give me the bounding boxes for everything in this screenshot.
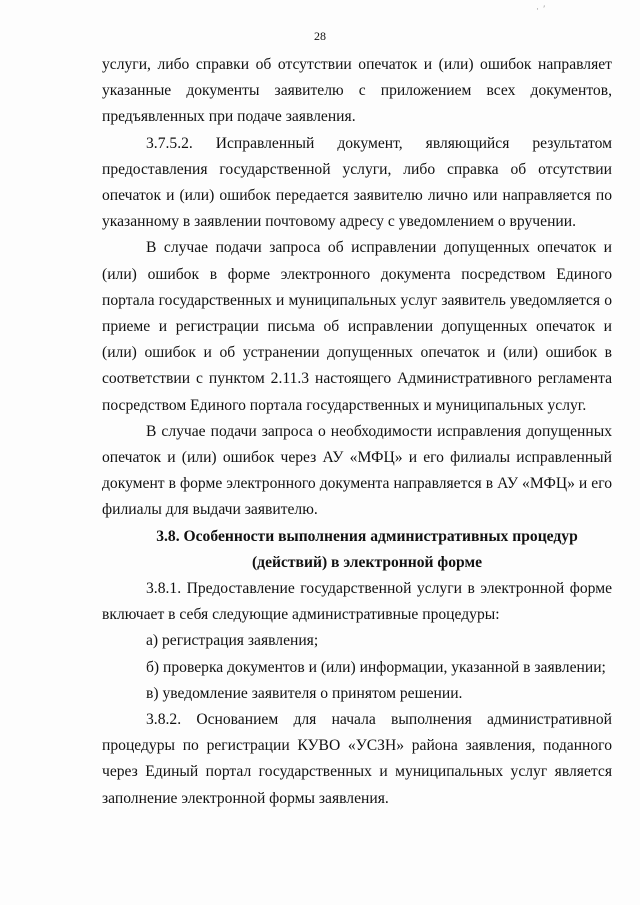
section-heading-3-8: [102, 524, 612, 576]
paragraph-electronic-request: В случае подачи запроса об исправлении допущенных опечаток и (или) ошибок в форме электронного документа посредством Единого портала государственных и муниципальных услуг заявитель уведомляется о приеме и регистрации письма об исправлении допущенных опечаток и (или) ошибок и об устранении допущенных опечаток и (или) ошибок в соответствии с пунктом 2.11.3 настоящего Административного регламента посредством Единого портала государственных и муниципальных услуг.: [102, 239, 612, 414]
paragraph-3-7-5-2: 3.7.5.2. Исправленный документ, являющийся результатом предоставления государственной услуги, либо справка об отсутствии опечаток и (или) ошибок передается заявителю лично или направляется по указанному в заявлении почтовому адресу с уведомлением о вручении.: [102, 134, 612, 231]
scan-mark: · ′: [536, 4, 547, 14]
paragraph-3-8-1: 3.8.1. Предоставление государственной услуги в электронной форме включает в себя следующие административные процедуры:: [102, 580, 612, 624]
list-item-a: а) регистрация заявления;: [146, 632, 319, 650]
section-heading-line-2: (действий) в электронной форме: [251, 553, 482, 571]
paragraph-mfc-request: В случае подачи запроса о необходимости исправления допущенных опечаток и (или) ошибок через АУ «МФЦ» и его филиалы исправленный документ в форме электронного документа направляется в АУ «МФЦ» и его филиалы для выдачи заявителю.: [102, 422, 612, 519]
section-heading-line-1: 3.8. Особенности выполнения административных процедур: [156, 527, 578, 545]
paragraph-3-8-2: 3.8.2. Основанием для начала выполнения административной процедуры по регистрации КУВО «УСЗН» района заявления, поданного через Единый портал государственных и муниципальных услуг является заполнение электронной формы заявления.: [102, 711, 612, 807]
list-item-b: б) проверка документов и (или) информации, указанной в заявлении;: [146, 658, 606, 676]
paragraph-continuation: услуги, либо справки об отсутствии опечаток и (или) ошибок направляет указанные документы заявителю с приложением всех документов, предъявленных при подаче заявления.: [102, 56, 612, 126]
list-item-c: в) уведомление заявителя о принятом решении.: [146, 684, 463, 702]
document-body: [102, 52, 612, 812]
page-number: 28: [314, 29, 326, 43]
